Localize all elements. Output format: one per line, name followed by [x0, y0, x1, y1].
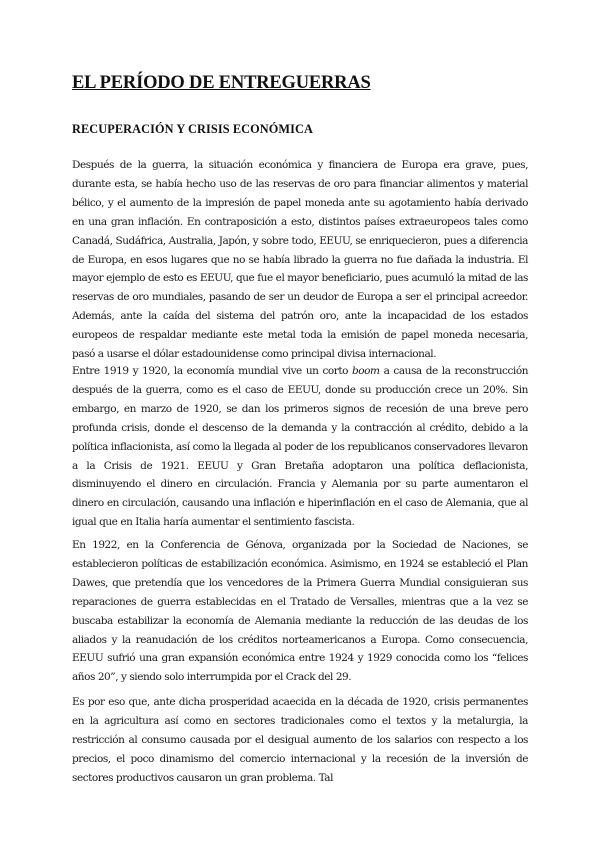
paragraph-1: Después de la guerra, la situación económica y financiera de Europa era grave, pues, durante esta, se había hecho uso de las reservas de oro para financiar alimentos y material bélico, y el aumento de la impresión de papel moneda ante su agotamiento había derivado en una gran inflación. En contraposición a esto, distintos países extraeuropeos tales como Canadá, Sudáfrica, Australia, Japón, y sobre todo, EEUU, se enriquecieron, pues a diferencia de Europa, en esos lugares que no se había librado la guerra no fue dañada la industria. El mayor ejemplo de esto es EEUU, que fue el mayor beneficiario, pues acumuló la mitad de las reservas de oro mundiales, pasando de ser un deudor de Europa a ser el principal acreedor. Además, ante la caída del sistema del patrón oro, ante la incapacidad de los estados europeos de respaldar mediante este metal toda la emisión de papel moneda necesaria, pasó a usarse el dólar estadounidense como principal divisa internacional. [72, 159, 528, 361]
paragraph-3: En 1922, en la Conferencia de Génova, organizada por la Sociedad de Naciones, se establecieron políticas de estabilización económica. Asimismo, en 1924 se estableció el Plan Dawes, que pretendía que los vencedores de la Primera Guerra Mundial consiguieran sus reparaciones de guerra establecidas en el Tratado de Versalles, mientras que a la vez se buscaba estabilizar la economía de Alemania mediante la reducción de las deudas de los aliados y la reanudación de los créditos norteamericanos a Europa. Como consecuencia, EEUU sufrió una gran expansión económica entre 1924 y 1929 conocida como los “felices años 20”, y siendo solo interrumpida por el Crack del 29. [72, 539, 528, 684]
section-heading: RECUPERACIÓN Y CRISIS ECONÓMICA [72, 122, 313, 136]
paragraph-4: Es por eso que, ante dicha prosperidad acaecida en la década de 1920, crisis permanentes en la agricultura así como en sectores tradicionales como el textos y la metalurgia, la restricción al consumo causada por el desigual aumento de los salarios con respecto a los precios, el poco dinamismo del comercio internacional y la recesión de la inversión de sectores productivos causaron un gran problema. Tal [72, 696, 528, 784]
paragraph-2 [72, 362, 528, 532]
paragraph-2-text-end: a causa de la reconstrucción después de la guerra, como es el caso de EEUU, donde su producción crece un 20%. Sin embargo, en marzo de 1920, se dan los primeros signos de recesión de una breve pero profunda crisis, donde el descenso de la demanda y la contracción al crédito, debido a la política inflacionista, así como la llegada al poder de los republicanos conservadores llevaron a la Crisis de 1921. EEUU y Gran Bretaña adoptaron una política deflacionista, disminuyendo el dinero en circulación. Francia y Alemania por su parte aumentaron el dinero en circulación, causando una inflación e hiperinflación en el caso de Alemania, que al igual que en Italia haría aumentar el sentimiento fascista. [72, 365, 529, 529]
italic-term-boom: boom [352, 365, 380, 377]
page-title: EL PERÍODO DE ENTREGUERRAS [72, 73, 371, 93]
paragraph-2-text-start: Entre 1919 y 1920, la economía mundial vive un corto [72, 365, 353, 377]
